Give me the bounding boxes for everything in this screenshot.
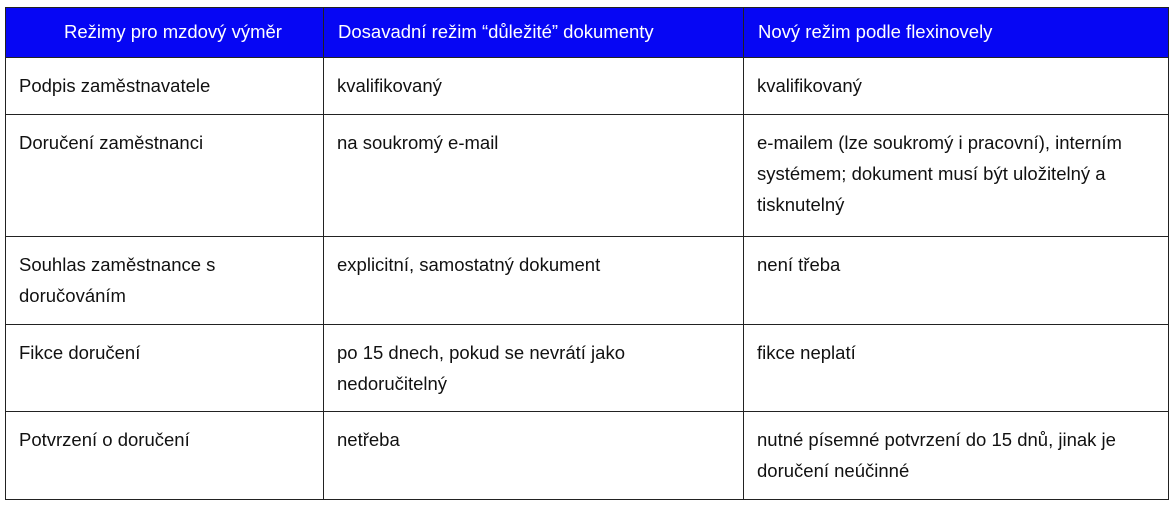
previous-regime-cell: explicitní, samostatný dokument xyxy=(324,237,744,325)
header-cell-previous-regime: Dosavadní režim “důležité” dokumenty xyxy=(324,8,744,58)
table-row xyxy=(6,237,1169,325)
header-cell-new-regime: Nový režim podle flexinovely xyxy=(744,8,1169,58)
table-row xyxy=(6,412,1169,500)
row-label-cell: Doručení zaměstnanci xyxy=(6,115,324,237)
table-row xyxy=(6,115,1169,237)
row-label-cell: Podpis zaměstnavatele xyxy=(6,58,324,115)
header-row xyxy=(6,8,1169,58)
comparison-table-container xyxy=(5,7,1169,500)
previous-regime-cell: kvalifikovaný xyxy=(324,58,744,115)
table-body xyxy=(6,58,1169,500)
new-regime-cell: nutné písemné potvrzení do 15 dnů, jinak je doručení neúčinné xyxy=(744,412,1169,500)
row-label-cell: Fikce doručení xyxy=(6,325,324,412)
table-header xyxy=(6,8,1169,58)
table-row xyxy=(6,58,1169,115)
row-label-cell: Souhlas zaměstnance s doručováním xyxy=(6,237,324,325)
table-row xyxy=(6,325,1169,412)
new-regime-cell: kvalifikovaný xyxy=(744,58,1169,115)
comparison-table xyxy=(5,7,1169,500)
previous-regime-cell: netřeba xyxy=(324,412,744,500)
new-regime-cell: není třeba xyxy=(744,237,1169,325)
new-regime-cell: e-mailem (lze soukromý i pracovní), interním systémem; dokument musí být uložitelný a tisknutelný xyxy=(744,115,1169,237)
header-cell-mode: Režimy pro mzdový výměr xyxy=(6,8,324,58)
previous-regime-cell: po 15 dnech, pokud se nevrátí jako nedoručitelný xyxy=(324,325,744,412)
previous-regime-cell: na soukromý e-mail xyxy=(324,115,744,237)
row-label-cell: Potvrzení o doručení xyxy=(6,412,324,500)
new-regime-cell: fikce neplatí xyxy=(744,325,1169,412)
